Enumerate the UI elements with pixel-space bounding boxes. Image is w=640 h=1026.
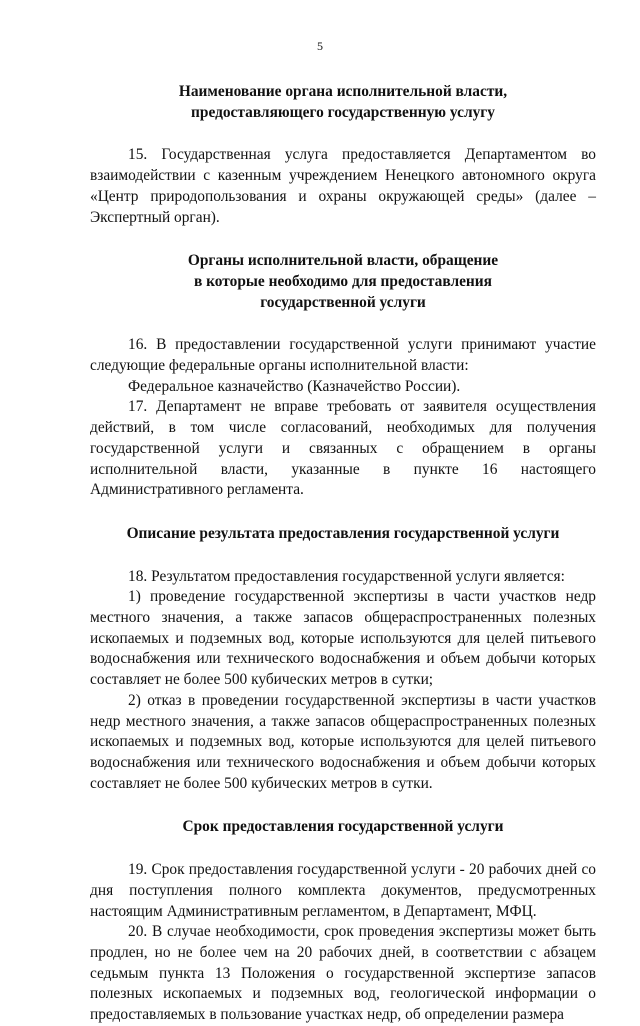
heading-line: государственной услуги — [260, 293, 426, 311]
heading-line: Органы исполнительной власти, обращение — [187, 252, 499, 270]
page-number: 5 — [317, 39, 323, 53]
heading-line: в которые необходимо для предоставления — [193, 272, 492, 290]
section-heading — [90, 82, 596, 123]
paragraph: 16. В предоставлении государственной услуги принимают участие следующие федеральные органы исполнительной власти: — [90, 336, 596, 375]
heading-line: Наименование органа исполнительной власти, — [178, 83, 508, 100]
section-heading — [90, 524, 596, 545]
paragraph: Федеральное казначейство (Казначейство России). — [128, 377, 461, 395]
heading-line: Описание результата предоставления государственной услуги — [126, 524, 560, 542]
paragraph: 15. Государственная услуга предоставляется Департаментом во взаимодействии с казенным учреждением Ненецкого автономного округа «Центр природопользования и охраны окружающей среды» (далее – Экспертный орган). — [90, 146, 596, 226]
heading-line: Срок предоставления государственной услуги — [182, 818, 504, 836]
paragraph: 19. Срок предоставления государственной услуги - 20 рабочих дней со дня поступления полного комплекта документов, предусмотренных настоящим Административным регламентом, в Департамент, МФЦ. — [90, 861, 596, 920]
paragraph: 18. Результатом предоставления государственной услуги является: — [128, 567, 565, 585]
paragraph: 2) отказ в проведении государственной экспертизы в части участков недр местного значения, а также запасов общераспространенных полезных ископаемых и подземных вод, которые используются для целей питьевого водоснабжения или технического водоснабжения и объем добычи которых составляет не более 500 кубических метров в сутки. — [90, 691, 596, 792]
section-heading — [90, 817, 596, 838]
paragraph: 17. Департамент не вправе требовать от заявителя осуществления действий, в том числе согласований, необходимых для получения государственной услуги и связанных с обращением в органы исполнительной власти, указанные в пункте 16 настоящего Административного регламента. — [90, 398, 596, 499]
paragraph: 1) проведение государственной экспертизы в части участков недр местного значения, а также запасов общераспространенных полезных ископаемых и подземных вод, которые используются для целей питьевого водоснабжения или технического водоснабжения и объем добычи которых составляет не более 500 кубических метров в сутки; — [90, 588, 596, 689]
heading-line: предоставляющего государственную услугу — [191, 103, 495, 121]
section-heading — [90, 251, 596, 313]
paragraph: 20. В случае необходимости, срок проведения экспертизы может быть продлен, но не более чем на 20 рабочих дней, в соответствии с абзацем седьмым пункта 13 Положения о государственной экспертизе запасов полезных ископаемых и подземных вод, геологической информации о предоставляемых в пользование участках недр, об определении размера — [90, 923, 596, 1024]
page-content — [90, 82, 596, 1026]
